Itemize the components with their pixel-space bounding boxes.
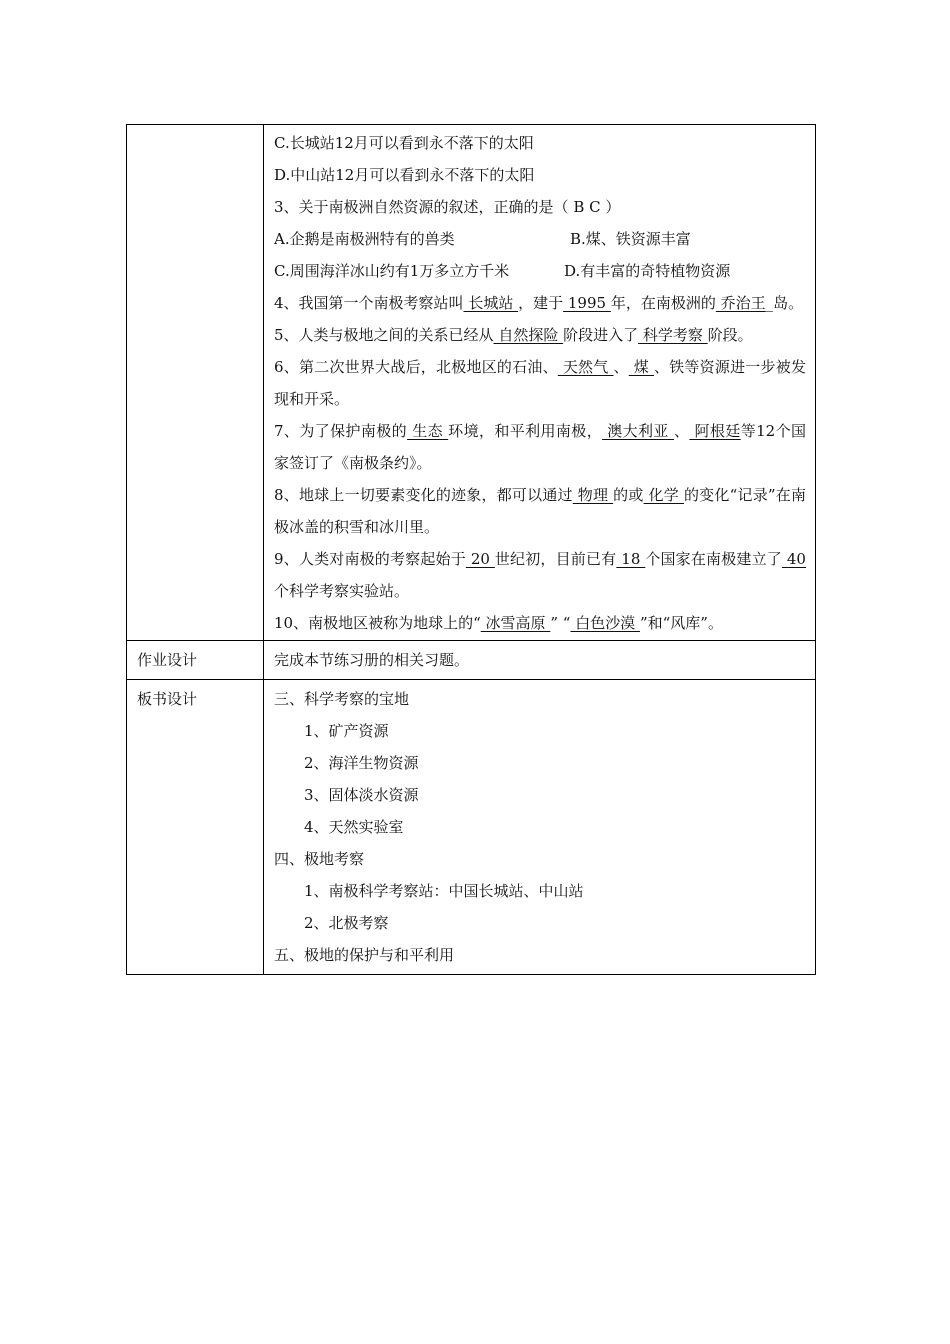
q5-question (274, 319, 806, 351)
q4-text-2: ，建于 (518, 294, 564, 312)
q9-text-4: 个科学考察实验站。 (274, 582, 410, 600)
q5-text-3: 阶段。 (707, 326, 753, 344)
q4-blank-3: 乔治王 (715, 294, 766, 312)
q6-blank-1: 天然气 (557, 358, 614, 376)
exercises-row (127, 125, 816, 641)
lesson-plan-table (126, 124, 816, 975)
q3-option-d: D.有丰富的奇特植物资源 (564, 262, 731, 280)
board-section-4-item: 2、北极考察 (304, 914, 389, 932)
q3-option-b: B.煤、铁资源丰富 (570, 230, 691, 248)
q10-text-2: ” “ (550, 614, 571, 632)
q9-question (274, 543, 806, 607)
q8-text-1: 8、地球上一切要素变化的迹象，都可以通过 (274, 486, 573, 504)
board-section-4-title: 四、极地考察 (274, 850, 365, 868)
q4-text-4: _岛。 (765, 294, 804, 312)
q7-question (274, 415, 806, 479)
q9-text-3: 个国家在南极建立了 (645, 550, 782, 568)
q8-blank-1: 物理 (572, 486, 614, 504)
board-section-3-item: 3、固体淡水资源 (304, 786, 419, 804)
q5-blank-2: 科学考察 (638, 326, 708, 344)
q8-blank-2: 化学 (643, 486, 684, 504)
q10-question (274, 607, 806, 639)
homework-content: 完成本节练习册的相关习题。 (264, 641, 816, 680)
q2-option-d: D.中山站12月可以看到永不落下的太阳 (274, 166, 535, 184)
homework-label: 作业设计 (127, 641, 264, 680)
q7-blank-3: 阿根廷 (689, 422, 741, 440)
board-design-row (127, 680, 816, 975)
q10-text-1: 10、南极地区被称为地球上的“ (274, 614, 481, 632)
q6-text-2: 、 (613, 358, 629, 376)
q8-text-2: 的或 (613, 486, 644, 504)
q8-question (274, 479, 806, 543)
board-section-3-item: 4、天然实验室 (304, 818, 404, 836)
board-section-3-title: 三、科学考察的宝地 (274, 690, 410, 708)
exercises-label-cell (127, 125, 264, 641)
q9-text-2: 世纪初，目前已有 (494, 550, 617, 568)
q3-options-ab (274, 223, 806, 255)
q5-blank-1: 自然探险 (493, 326, 564, 344)
q6-text-3: 、铁等资源进一步被发现和开采。 (274, 358, 806, 408)
q9-blank-1: 20 (465, 550, 495, 568)
q5-text-2: 阶段进入了 (563, 326, 639, 344)
exercises-content-cell (264, 125, 816, 641)
q4-text-3: 年，在南极洲的 (610, 294, 716, 312)
q3-stem: 3、关于南极洲自然资源的叙述，正确的是（ B C ） (274, 198, 621, 216)
q7-blank-2: 澳大利亚 (602, 422, 674, 440)
q10-text-3: ”和“风库”。 (639, 614, 723, 632)
board-section-4-item: 1、南极科学考察站：中国长城站、中山站 (304, 882, 584, 900)
q2-option-c: C.长城站12月可以看到永不落下的太阳 (274, 134, 534, 152)
board-section-3-item: 1、矿产资源 (304, 722, 389, 740)
board-section-3-item: 2、海洋生物资源 (304, 754, 419, 772)
q3-options-cd (274, 255, 806, 287)
q7-blank-1: 生态 (407, 422, 449, 440)
q7-text-2: 环境，和平利用南极， (448, 422, 603, 440)
q10-blank-2: 白色沙漠 (570, 614, 640, 632)
board-design-content (264, 680, 816, 975)
q3-option-a: A.企鹅是南极洲特有的兽类 (274, 230, 455, 248)
board-section-5-title: 五、极地的保护与和平利用 (274, 946, 455, 964)
q4-blank-2: 1995 (563, 294, 611, 312)
q5-text-1: 5、人类与极地之间的关系已经从 (274, 326, 494, 344)
q9-text-1: 9、人类对南极的考察起始于 (274, 550, 466, 568)
q6-blank-2: 煤 (628, 358, 654, 376)
q9-blank-2: 18 (616, 550, 646, 568)
q7-text-3: 、 (673, 422, 690, 440)
q10-blank-1: 冰雪高原 (480, 614, 551, 632)
q6-question (274, 351, 806, 415)
q4-blank-1: 长城站 (463, 294, 519, 312)
q6-text-1: 6、第二次世界大战后，北极地区的石油、 (274, 358, 558, 376)
q3-option-c: C.周围海洋冰山约有1万多立方千米 (274, 262, 510, 280)
board-design-label: 板书设计 (127, 680, 264, 975)
q4-text-1: 4、我国第一个南极考察站叫 (274, 294, 464, 312)
homework-row (127, 641, 816, 680)
q8-text-3: 的变化“记录”在南极冰盖的积雪和冰川里。 (274, 486, 806, 536)
q7-text-1: 7、为了保护南极的 (274, 422, 408, 440)
q9-blank-3: 40 (781, 550, 806, 568)
q4-question (274, 287, 806, 319)
q7-text-4: 等12个国家签订了《南极条约》。 (274, 422, 806, 472)
